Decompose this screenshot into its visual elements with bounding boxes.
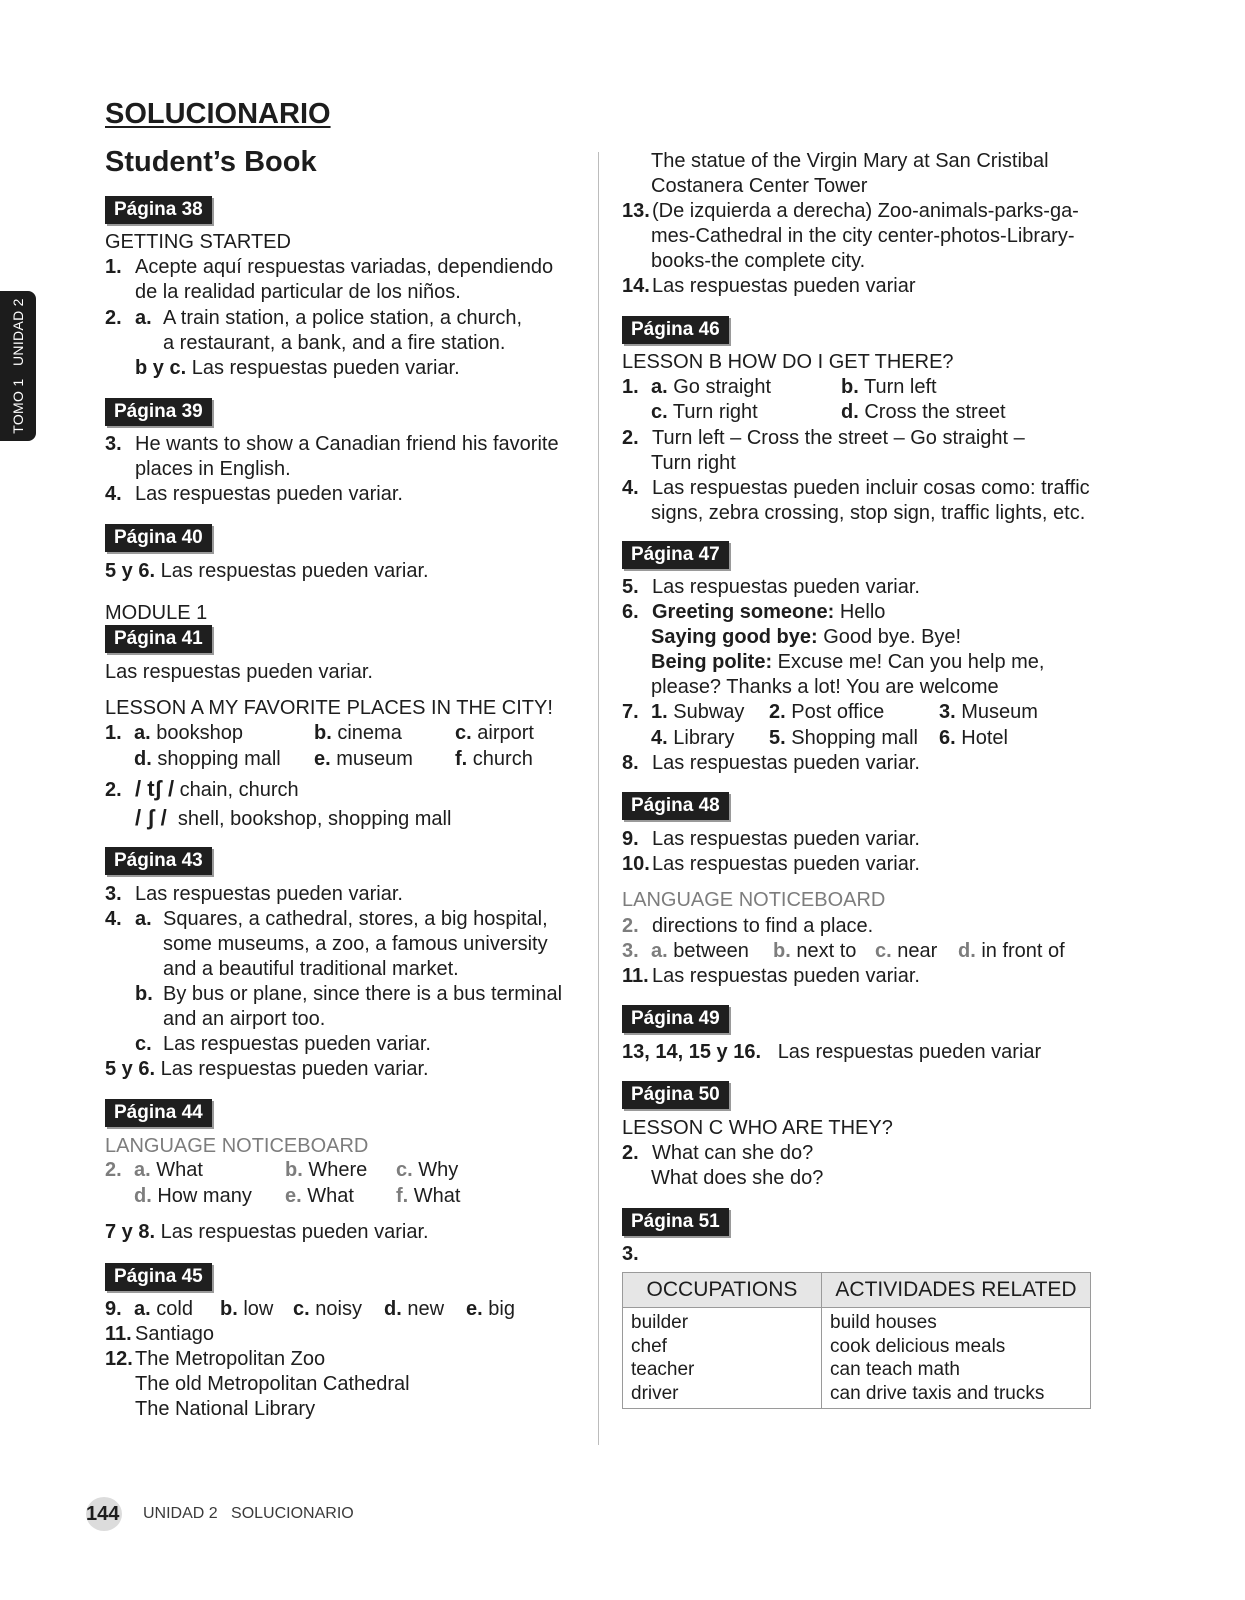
answer-line: some museums, a zoo, a famous university bbox=[163, 933, 548, 955]
lesson-c-heading: LESSON C WHO ARE THEY? bbox=[622, 1117, 893, 1139]
answer-option: 5. Shopping mall bbox=[769, 727, 918, 749]
answer-line: a restaurant, a bank, and a fire station. bbox=[163, 332, 506, 354]
answer-line: places in English. bbox=[135, 458, 291, 480]
page-badge-50: Página 50 bbox=[622, 1081, 729, 1109]
answer-option: b. low bbox=[220, 1298, 274, 1320]
section-getting-started: GETTING STARTED bbox=[105, 231, 291, 253]
answer-option: 2. Post office bbox=[769, 701, 885, 723]
answer-line: 1. Acepte aquí respuestas variadas, dependiendo bbox=[105, 256, 554, 278]
column-divider bbox=[598, 152, 599, 1445]
answer-line: 7 y 8. Las respuestas pueden variar. bbox=[105, 1221, 429, 1243]
answer-line: 12. The Metropolitan Zoo bbox=[105, 1348, 326, 1370]
answer-line: signs, zebra crossing, stop sign, traffic lights, etc. bbox=[651, 502, 1086, 524]
module-heading: MODULE 1 bbox=[105, 602, 208, 624]
answer-line: 10. Las respuestas pueden variar. bbox=[622, 853, 920, 875]
answer-option: b. next to bbox=[773, 940, 857, 962]
answer-line: 3. He wants to show a Canadian friend his favorite bbox=[105, 433, 559, 455]
answer-line: 2. directions to find a place. bbox=[622, 915, 874, 937]
answer-line: Turn right bbox=[651, 452, 736, 474]
answer-line: 2. Turn left – Cross the street – Go straight – bbox=[622, 427, 1025, 449]
answer-option: f. church bbox=[455, 748, 533, 770]
table-header-activities: ACTIVIDADES RELATED bbox=[822, 1273, 1091, 1308]
answer-option: b. Turn left bbox=[841, 376, 937, 398]
answer-line: books-the complete city. bbox=[651, 250, 866, 272]
answer-option: e. What bbox=[285, 1185, 354, 1207]
answer-option: b. Where bbox=[285, 1159, 368, 1181]
answer-option: d. shopping mall bbox=[134, 748, 281, 770]
answer-line: 3. Las respuestas pueden variar. bbox=[105, 883, 403, 905]
page-subtitle: Student’s Book bbox=[105, 146, 317, 178]
answer-line: and an airport too. bbox=[163, 1008, 326, 1030]
answer-option: e. big bbox=[466, 1298, 515, 1320]
answer-line: Saying good bye: Good bye. Bye! bbox=[651, 626, 962, 648]
answer-line: please? Thanks a lot! You are welcome bbox=[651, 676, 999, 698]
answer-line: de la realidad particular de los niños. bbox=[135, 281, 461, 303]
page-title: SOLUCIONARIO bbox=[105, 98, 331, 130]
answer-line: 2. / tʃ / chain, church bbox=[105, 776, 299, 801]
answer-option: a. cold bbox=[134, 1298, 193, 1320]
page-badge-46: Página 46 bbox=[622, 316, 729, 344]
answer-line: b y c. Las respuestas pueden variar. bbox=[135, 357, 460, 379]
answer-option: 3. Museum bbox=[939, 701, 1038, 723]
answer-line: 4. Las respuestas pueden incluir cosas como: traffic bbox=[622, 477, 1090, 499]
table-row bbox=[623, 1308, 1091, 1409]
answer-line: The National Library bbox=[135, 1398, 316, 1420]
answer-line: / ʃ / shell, bookshop, shopping mall bbox=[135, 805, 452, 830]
side-tab bbox=[0, 291, 36, 441]
answer-option: c. Turn right bbox=[651, 401, 758, 423]
answer-line: The statue of the Virgin Mary at San Cristibal bbox=[651, 150, 1049, 172]
page-badge-39: Página 39 bbox=[105, 398, 212, 426]
answer-option: c. airport bbox=[455, 722, 534, 744]
footer-label: UNIDAD 2 SOLUCIONARIO bbox=[143, 1505, 354, 1522]
answer-option: a. What bbox=[134, 1159, 203, 1181]
answer-option: a. between bbox=[651, 940, 749, 962]
answer-line: 5. Las respuestas pueden variar. bbox=[622, 576, 920, 598]
phonetic-symbol: / tʃ / bbox=[135, 776, 175, 801]
answer-option: f. What bbox=[396, 1185, 461, 1207]
page-badge-49: Página 49 bbox=[622, 1005, 729, 1033]
answer-line: 9. Las respuestas pueden variar. bbox=[622, 828, 920, 850]
answer-option: a. bookshop bbox=[134, 722, 243, 744]
occupations-cell: builder chef teacher driver bbox=[623, 1308, 822, 1409]
answer-line: 2. bbox=[105, 1159, 122, 1181]
page-badge-47: Página 47 bbox=[622, 541, 729, 569]
page-number: 144 bbox=[86, 1503, 120, 1525]
side-tab-label: TOMO 1 UNIDAD 2 bbox=[10, 298, 26, 434]
answer-line: 11. Las respuestas pueden variar. bbox=[622, 965, 920, 987]
answer-line: Las respuestas pueden variar. bbox=[105, 661, 373, 683]
answer-line: 6. Greeting someone: Hello bbox=[622, 601, 886, 623]
answer-line: Costanera Center Tower bbox=[651, 175, 868, 197]
answer-line: 13, 14, 15 y 16. Las respuestas pueden variar bbox=[622, 1041, 1042, 1063]
page-badge-40: Página 40 bbox=[105, 524, 212, 552]
answer-line: 5 y 6. Las respuestas pueden variar. bbox=[105, 1058, 429, 1080]
page-badge-43: Página 43 bbox=[105, 847, 212, 875]
answer-line: What does she do? bbox=[651, 1167, 824, 1189]
answer-line: 5 y 6. Las respuestas pueden variar. bbox=[105, 560, 429, 582]
language-noticeboard-heading: LANGUAGE NOTICEBOARD bbox=[622, 889, 886, 911]
answer-line: 4. Las respuestas pueden variar. bbox=[105, 483, 403, 505]
language-noticeboard-heading: LANGUAGE NOTICEBOARD bbox=[105, 1135, 369, 1157]
page-badge-45: Página 45 bbox=[105, 1263, 212, 1291]
answer-option: d. How many bbox=[134, 1185, 252, 1207]
answer-option: d. Cross the street bbox=[841, 401, 1006, 423]
activities-cell: build houses cook delicious meals can teach math can drive taxis and trucks bbox=[822, 1308, 1091, 1409]
answer-line: mes-Cathedral in the city center-photos-Library- bbox=[651, 225, 1075, 247]
answer-option: c. near bbox=[875, 940, 938, 962]
answer-line: The old Metropolitan Cathedral bbox=[135, 1373, 410, 1395]
page-badge-38: Página 38 bbox=[105, 196, 212, 224]
answer-option: 4. Library bbox=[651, 727, 735, 749]
table-header-occupations: OCCUPATIONS bbox=[623, 1273, 822, 1308]
answer-line: 3. bbox=[622, 940, 639, 962]
answer-option: d. in front of bbox=[958, 940, 1065, 962]
lesson-b-heading: LESSON B HOW DO I GET THERE? bbox=[622, 351, 954, 373]
answer-line: 3. bbox=[622, 1243, 639, 1265]
answer-option: a. Go straight bbox=[651, 376, 772, 398]
answer-line: 8. Las respuestas pueden variar. bbox=[622, 752, 920, 774]
page-badge-48: Página 48 bbox=[622, 792, 729, 820]
answer-option: b. cinema bbox=[314, 722, 402, 744]
answer-option: d. new bbox=[384, 1298, 445, 1320]
answer-line: b. By bus or plane, since there is a bus terminal bbox=[135, 983, 563, 1005]
answer-option: c. noisy bbox=[293, 1298, 362, 1320]
answer-line: 7. bbox=[622, 701, 639, 723]
answer-line: 4. a. Squares, a cathedral, stores, a big hospital, bbox=[105, 908, 548, 930]
answer-line: 9. bbox=[105, 1298, 122, 1320]
page-badge-44: Página 44 bbox=[105, 1099, 212, 1127]
answer-line: 13. (De izquierda a derecha) Zoo-animals-parks-ga- bbox=[622, 200, 1079, 222]
answer-line: c. Las respuestas pueden variar. bbox=[135, 1033, 431, 1055]
answer-line: 1. bbox=[622, 376, 639, 398]
answer-line: 2. What can she do? bbox=[622, 1142, 814, 1164]
occupations-table bbox=[622, 1272, 1091, 1409]
answer-option: c. Why bbox=[396, 1159, 459, 1181]
answer-option: e. museum bbox=[314, 748, 413, 770]
answer-option: 6. Hotel bbox=[939, 727, 1008, 749]
phonetic-symbol: / ʃ / bbox=[135, 805, 167, 830]
answer-line: 11. Santiago bbox=[105, 1323, 214, 1345]
answer-line: 2. a. A train station, a police station, a church, bbox=[105, 307, 523, 329]
answer-line: 14. Las respuestas pueden variar bbox=[622, 275, 916, 297]
answer-option: 1. Subway bbox=[651, 701, 745, 723]
page-badge-51: Página 51 bbox=[622, 1208, 729, 1236]
answer-line: and a beautiful traditional market. bbox=[163, 958, 459, 980]
page-badge-41: Página 41 bbox=[105, 625, 212, 653]
answer-line: 1. bbox=[105, 722, 122, 744]
lesson-a-heading: LESSON A MY FAVORITE PLACES IN THE CITY! bbox=[105, 697, 553, 719]
answer-line: Being polite: Excuse me! Can you help me, bbox=[651, 651, 1045, 673]
